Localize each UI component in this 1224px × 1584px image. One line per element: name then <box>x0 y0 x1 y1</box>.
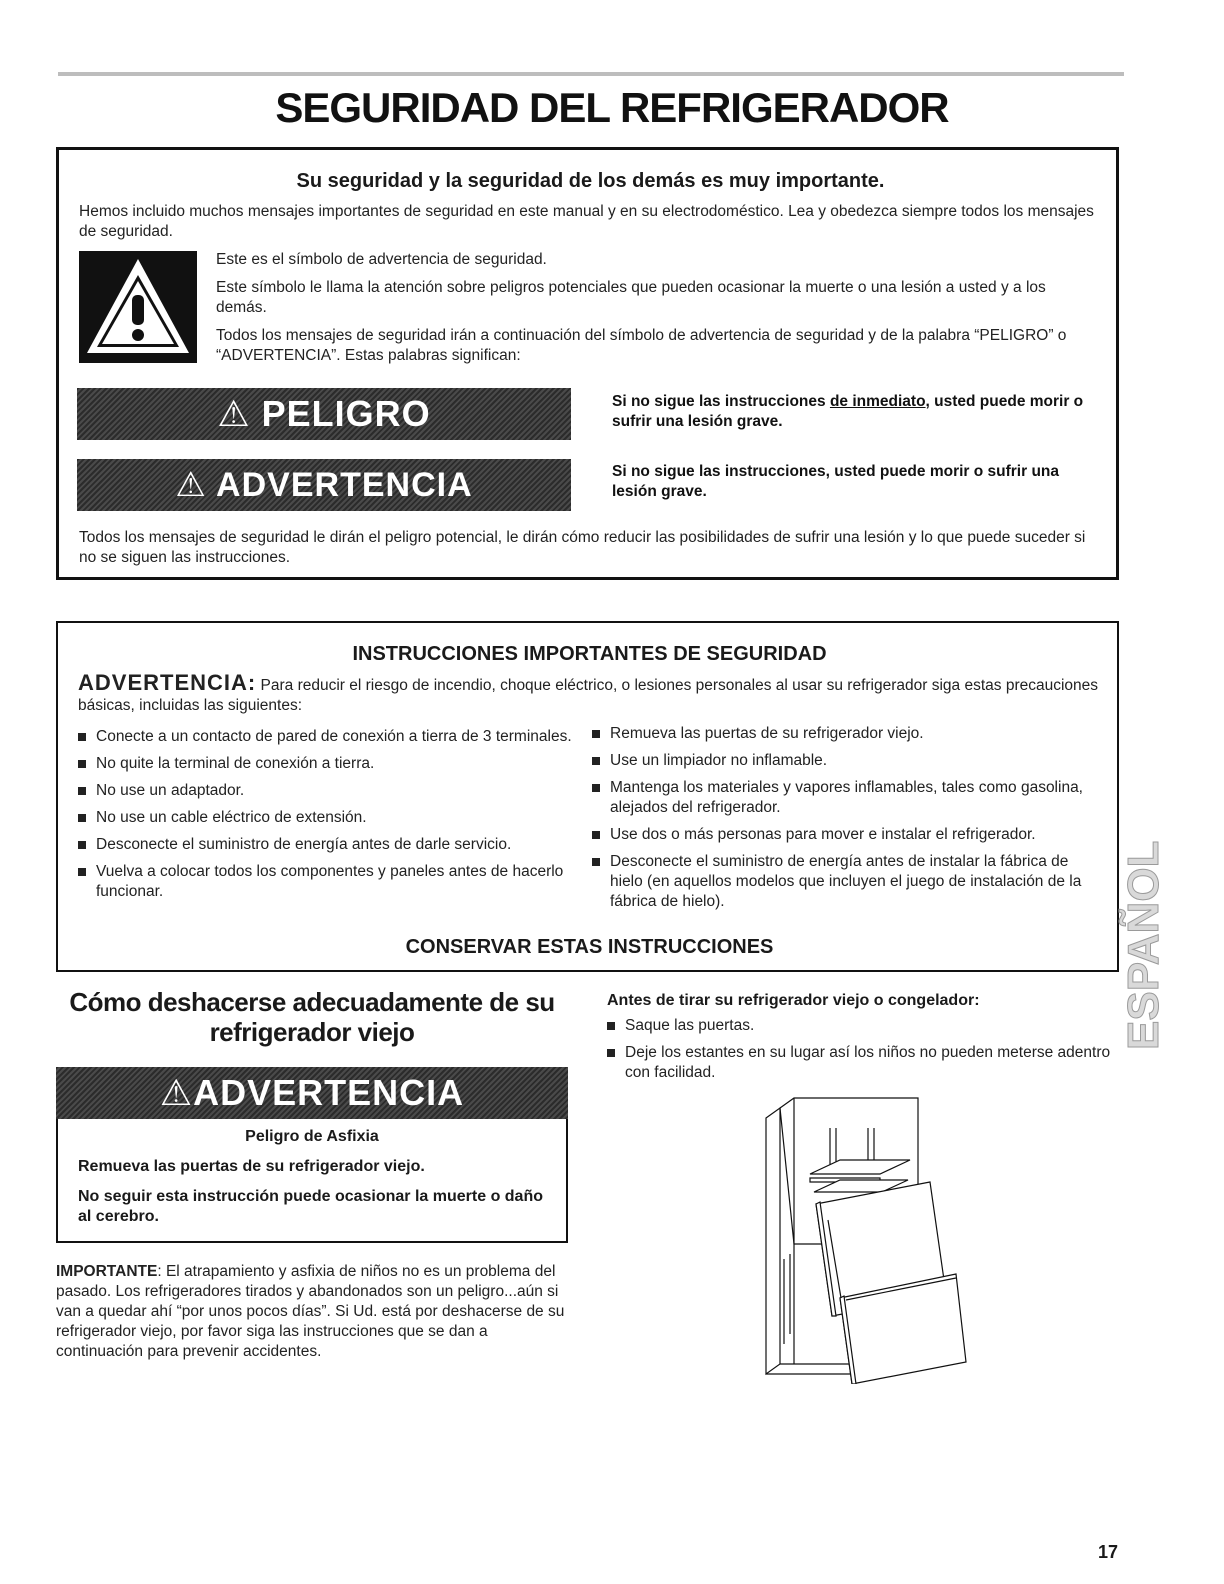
bullet-square-icon <box>78 760 86 768</box>
instructions-warning: ADVERTENCIA: Para reducir el riesgo de incendio, choque eléctrico, o lesiones personales al usar su refrigerador siga estas precauciones básicas, incluidas las siguientes: <box>78 670 1099 714</box>
symbol-text-3: Todos los mensajes de seguridad irán a continuación del símbolo de advertencia de seguridad y de la palabra “PELIGRO” o “ADVERTENCIA”. Estas palabras significan: <box>216 327 1067 364</box>
safety-alert-icon <box>79 251 197 363</box>
bullet-square-icon <box>592 858 600 866</box>
disposal-warning-line-2: No seguir esta instrucción puede ocasionar la muerte o daño al cerebro. <box>78 1188 543 1225</box>
advertencia-description: Si no sigue las instrucciones, usted puede morir o sufrir una lesión grave. <box>612 463 1060 500</box>
right-precautions-list <box>592 724 1102 919</box>
disposal-warning-label: ADVERTENCIA <box>193 1072 465 1113</box>
disposal-heading: Cómo deshacerse adecuadamente de su refrigerador viejo <box>69 987 555 1047</box>
left-precautions-list <box>78 727 588 909</box>
refrigerator-illustration <box>760 1094 975 1384</box>
list-item: Mantenga los materiales y vapores inflamables, tales como gasolina, alejados del refrigerador. <box>592 778 1102 818</box>
page-number: 17 <box>1098 1542 1119 1562</box>
peligro-label: PELIGRO <box>261 393 431 434</box>
peligro-banner <box>77 388 571 440</box>
safety-heading: Su seguridad y la seguridad de los demás es muy importante. <box>296 170 885 192</box>
symbol-text-2: Este símbolo le llama la atención sobre peligros potenciales que pueden ocasionar la muerte o una lesión a usted y a los demás. <box>216 279 1046 316</box>
safety-box <box>56 147 1119 580</box>
advertencia-banner <box>77 459 571 511</box>
top-rule <box>58 72 1124 76</box>
warning-triangle-icon: ⚠ <box>217 393 251 434</box>
bullet-square-icon <box>592 784 600 792</box>
instructions-footer: CONSERVAR ESTAS INSTRUCCIONES <box>405 936 774 958</box>
bullet-square-icon <box>607 1049 615 1057</box>
important-note: IMPORTANTE: El atrapamiento y asfixia de niños no es un problema del pasado. Los refrigeradores tirados y abandonados son un peligro...aún si van a quedar ahí “por unos pocos días”. Si Ud. está por deshacerse de su refrigerador viejo, por favor siga las instrucciones que se dan a continuación para prevenir accidentes. <box>56 1263 565 1360</box>
list-item: No quite la terminal de conexión a tierra. <box>78 754 588 774</box>
advertencia-label: ADVERTENCIA <box>216 466 473 504</box>
warning-triangle-icon: ⚠ <box>159 1072 194 1113</box>
before-disposal-heading: Antes de tirar su refrigerador viejo o congelador: <box>607 992 980 1009</box>
instructions-heading: INSTRUCCIONES IMPORTANTES DE SEGURIDAD <box>352 643 827 665</box>
advertencia-label: ADVERTENCIA: <box>78 670 257 695</box>
list-item: Remueva las puertas de su refrigerador viejo. <box>592 724 1102 744</box>
safety-intro: Hemos incluido muchos mensajes importantes de seguridad en este manual y en su electrodoméstico. Lea y obedezca siempre todos los mensajes de seguridad. <box>79 203 1094 240</box>
before-disposal-list <box>607 1016 1122 1090</box>
list-item: Vuelva a colocar todos los componentes y paneles antes de hacerlo funcionar. <box>78 862 588 902</box>
list-item: Desconecte el suministro de energía antes de instalar la fábrica de hielo (en aquellos modelos que incluyen el juego de instalación de la fábrica de hielo). <box>592 852 1102 912</box>
bullet-square-icon <box>592 831 600 839</box>
bullet-square-icon <box>592 757 600 765</box>
list-item: Use un limpiador no inflamable. <box>592 751 1102 771</box>
bullet-square-icon <box>78 841 86 849</box>
bullet-square-icon <box>78 814 86 822</box>
list-item: No use un cable eléctrico de extensión. <box>78 808 588 828</box>
bullet-square-icon <box>78 868 86 876</box>
side-tab-text: ESPAÑOL <box>1119 840 1168 1050</box>
bullet-square-icon <box>78 787 86 795</box>
disposal-warning-banner <box>56 1067 568 1119</box>
symbol-text-1: Este es el símbolo de advertencia de seguridad. <box>216 251 547 268</box>
bullet-square-icon <box>607 1022 615 1030</box>
bullet-square-icon <box>592 730 600 738</box>
bullet-square-icon <box>78 733 86 741</box>
list-item: Saque las puertas. <box>607 1016 1122 1036</box>
asphyxia-title: Peligro de Asfixia <box>245 1128 379 1145</box>
list-item: Use dos o más personas para mover e instalar el refrigerador. <box>592 825 1102 845</box>
list-item: Conecte a un contacto de pared de conexión a tierra de 3 terminales. <box>78 727 588 747</box>
language-side-tab <box>1114 800 1169 1060</box>
page-title: SEGURIDAD DEL REFRIGERADOR <box>275 84 949 131</box>
peligro-description: Si no sigue las instrucciones de inmediato, usted puede morir o sufrir una lesión grave. <box>612 393 1084 430</box>
safety-footer: Todos los mensajes de seguridad le dirán el peligro potencial, le dirán cómo reducir las posibilidades de sufrir una lesión y lo que puede suceder si no se siguen las instrucciones. <box>79 529 1086 566</box>
list-item: Deje los estantes en su lugar así los niños no pueden meterse adentro con facilidad. <box>607 1043 1122 1083</box>
warning-triangle-icon: ⚠ <box>175 466 207 504</box>
list-item: Desconecte el suministro de energía antes de darle servicio. <box>78 835 588 855</box>
disposal-warning-box <box>56 1119 568 1243</box>
instructions-box <box>56 621 1119 972</box>
disposal-warning-line-1: Remueva las puertas de su refrigerador viejo. <box>78 1158 425 1175</box>
list-item: No use un adaptador. <box>78 781 588 801</box>
